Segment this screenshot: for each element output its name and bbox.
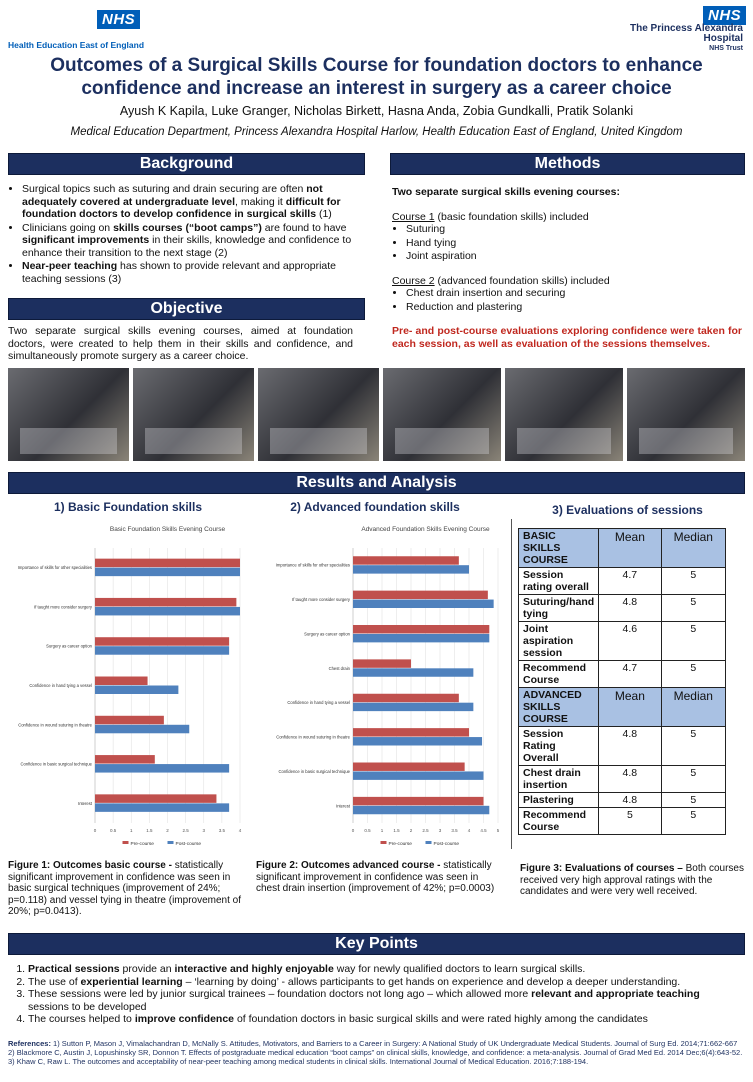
background-body [8,183,365,286]
tick-label: 2 [166,828,169,833]
background-bullet-3: • Near-peer teaching has shown to provide relevant and appropriate teaching sessions (3) [22,260,365,285]
reference-3: 3) Khaw C, Raw L. The outcomes and acceptability of near-peer teaching among medical students in clinical skills. International Journal of Medical Education. 2016;7:188-194. [8,1057,589,1066]
tick-label: 2.5 [422,828,429,833]
course2-item: • Reduction and plastering [406,301,742,314]
legend-label: Pre-course [130,842,154,847]
category-label: Surgery as career option [304,631,350,637]
results-subheading-basic: 1) Basic Foundation skills [53,500,203,514]
figure3-caption: Figure 3: Evaluations of courses – Both courses received very high approval ratings with the candidates and were very well received. [520,863,744,897]
table-row: Suturing/hand tying 4.8 5 [519,595,726,622]
table-row: Plastering 4.8 5 [519,793,726,808]
course-photo [505,368,623,461]
tick-label: 0 [351,828,355,833]
course1-heading: Course 1 (basic foundation skills) included [392,210,589,223]
bar [353,694,459,702]
bar [353,591,488,599]
table-row [519,529,726,568]
tick-label: 5 [496,828,500,833]
bar [353,806,489,814]
tick-label: 3.5 [218,828,226,833]
category-label: Importance of skills for other specialities [17,565,92,571]
tick-label: 2.5 [182,828,189,833]
nhs-logo-left: NHS [97,10,140,29]
chart-title: Advanced Foundation Skills Evening Course [361,526,490,533]
bar [353,600,494,608]
bar [95,686,178,695]
course1-item: • Hand tying [406,237,742,250]
bar [353,763,465,771]
median-header: Median [661,688,725,727]
title-line1: Outcomes of a Surgical Skills Course for foundation doctors to enhance [50,55,703,76]
bar [353,565,469,573]
results-heading: Results and Analysis [8,472,745,494]
course1-item: • Suturing [406,223,742,236]
category-label: Confidence in basic surgical technique [20,761,92,767]
category-label: Confidence in hand tying a vessel [29,683,92,688]
bar [95,803,229,812]
table-row: Session Rating Overall 4.8 5 [519,727,726,766]
org-right-line3: NHS Trust [709,45,743,52]
course-photo [383,368,501,461]
bar [353,703,473,711]
bar [353,797,484,805]
table-row: Joint aspiration session 4.6 5 [519,622,726,661]
table-row: Session rating overall 4.7 5 [519,568,726,595]
bar [353,625,489,633]
legend-swatch [168,841,174,844]
table-row: Recommend Course 4.7 5 [519,661,726,688]
bar [95,716,164,725]
course-photo [8,368,129,461]
course1-item: • Joint aspiration [406,250,742,263]
figure2-caption: Figure 2: Outcomes advanced course - statistically significant improvement in confidence was seen in chest drain insertion (improvement of 42%; p=0.0003) [256,860,495,894]
legend-label: Pre-course [388,842,412,847]
course2-item: • Chest drain insertion and securing [406,287,742,300]
tick-label: 1.5 [393,828,400,833]
chart-advanced-course [250,518,502,853]
tick-label: 3 [438,828,442,833]
chart-title: Basic Foundation Skills Evening Course [109,526,226,533]
poster-title [0,54,753,100]
bar [95,559,240,568]
mean-header: Mean [599,688,661,727]
table-row: Recommend Course 5 5 [519,808,726,835]
figure1-caption: Figure 1: Outcomes basic course - statistically significant improvement in confidence was seen in basic surgical techniques (improvement of 24%; p=0.118) and vessel tying in theatre (improvement of 20%; p=0.0413). [8,860,241,917]
org-right [630,24,743,54]
bar [95,568,240,577]
methods-body [392,186,742,350]
keypoints-body [8,963,743,1026]
keypoint-2: 2. The use of experiential learning – ‘learning by doing’ - allows participants to get hands on experience and develop a deeper understanding. [28,976,743,989]
bar [95,646,229,655]
basic-course-header: BASIC SKILLS COURSE [519,529,599,568]
methods-intro: Two separate surgical skills evening courses: [392,186,620,198]
background-bullet-1: • Surgical topics such as suturing and drain securing are often not adequately covered at undergraduate level, making it difficult for foundation doctors to develop confidence in surgical skills (1) [22,183,365,221]
tick-label: 1.5 [146,828,153,833]
category-label: Importance of skills for other specialities [275,562,350,568]
bar [95,677,148,686]
legend-swatch [426,841,432,844]
tick-label: 1 [380,828,384,833]
keypoint-1: 1. Practical sessions provide an interactive and highly enjoyable way for newly qualified doctors to learn surgical skills. [28,963,743,976]
bar [95,598,236,607]
bar [353,659,411,667]
title-line2: confidence and increase an interest in surgery as a career choice [81,78,672,99]
bar [95,764,229,773]
median-header: Median [661,529,725,568]
category-label: Confidence in wound suturing in theatre [276,734,350,740]
objective-heading: Objective [8,298,365,320]
authors: Ayush K Kapila, Luke Granger, Nicholas Birkett, Hasna Anda, Zobia Gundkalli, Pratik Solanki [119,104,634,118]
bar [353,728,469,736]
category-label: Surgery as career option [46,643,92,649]
objective-text: Two separate surgical skills evening courses, aimed at foundation doctors, were created to help them in their skills and confidence, and simultaneously promote surgery as a career choice. [8,325,353,362]
course-photo [627,368,745,461]
chart-basic-course [0,518,248,853]
bar [353,634,489,642]
background-bullet-2: • Clinicians going on skills courses (“boot camps”) are found to have significant improvements in their skills, knowledge and confidence to enhance their transition to the next stage (2) [22,222,365,260]
keypoint-4: 4. The courses helped to improve confidence of foundation doctors in basic surgical skills and were rated highly among the candidates [28,1013,743,1026]
category-label: Confidence in wound suturing in theatre [18,722,92,728]
keypoint-3: 3. These sessions were led by junior surgical trainees – foundation doctors not long ago – which allowed more relevant and appropriate teaching sessions to be developed [28,988,743,1013]
bar [353,771,484,779]
tick-label: 0 [93,828,97,833]
org-left: Health Education East of England [8,40,145,50]
tick-label: 2 [409,828,413,833]
course-photo [258,368,379,461]
bar [95,725,189,734]
category-label: Chest drain [328,665,350,671]
nhs-logo-right: NHS [703,6,746,25]
legend-swatch [381,841,387,844]
bar [353,737,482,745]
bar [95,794,216,803]
category-label: Interest [78,800,92,806]
tick-label: 1 [129,828,133,833]
table-row: Chest drain insertion 4.8 5 [519,766,726,793]
mean-header: Mean [599,529,661,568]
legend-label: Post-course [433,842,460,847]
references [8,1039,743,1066]
evaluation-table [518,528,726,835]
legend-swatch [123,841,129,844]
affiliation: Medical Education Department, Princess Alexandra Hospital Harlow, Health Education East of England, United Kingdom [70,126,683,138]
reference-1: References: 1) Sutton P, Mason J, Vimalachandran D, McNally S. Attitudes, Motivators, and Barriers to a Career in Surgery: A National Study of UK Undergraduate Medical Students. Journal of Surg Ed. 2014;71:662-667 [8,1039,738,1048]
course2-heading: Course 2 (advanced foundation skills) included [392,274,610,287]
bar [95,755,155,764]
legend-label: Post-course [175,842,202,847]
column-divider [511,519,512,849]
reference-2: 2) Blackmore C, Austin J, Lopushinsky SR, Donnon T. Effects of postgraduate medical education “boot camps” on clinical skills, knowledge, and confidence: a meta-analysis. Journal of Grad Med Ed. 2014 Dec;6(4):643-52. [8,1048,743,1057]
bar [353,556,459,564]
keypoints-heading: Key Points [8,933,745,955]
methods-evaluation: Pre- and post-course evaluations exploring confidence were taken for each session, as well as evaluation of the sessions themselves. [392,325,742,350]
org-right-line2: Hospital [703,33,743,44]
bar [95,607,240,616]
category-label: If taught more consider surgery [292,597,350,603]
course-photo [133,368,254,461]
category-label: If taught more consider surgery [34,604,92,610]
tick-label: 3.5 [451,828,458,833]
category-label: Interest [336,803,350,809]
tick-label: 4 [467,828,471,833]
table-row [519,688,726,727]
tick-label: 3 [202,828,206,833]
tick-label: 4 [238,828,242,833]
results-subheading-advanced: 2) Advanced foundation skills [290,500,460,514]
bar [353,668,473,676]
category-label: Confidence in basic surgical technique [278,768,350,774]
advanced-course-header: ADVANCED SKILLS COURSE [519,688,599,727]
tick-label: 0.5 [364,828,371,833]
methods-heading: Methods [390,153,745,175]
bar [95,637,229,646]
category-label: Confidence in hand tying a vessel [287,700,350,706]
tick-label: 4.5 [480,828,487,833]
tick-label: 0.5 [109,828,117,833]
results-subheading-evaluations: 3) Evaluations of sessions [552,503,703,517]
org-right-line1: The Princess Alexandra [629,23,743,34]
background-heading: Background [8,153,365,175]
